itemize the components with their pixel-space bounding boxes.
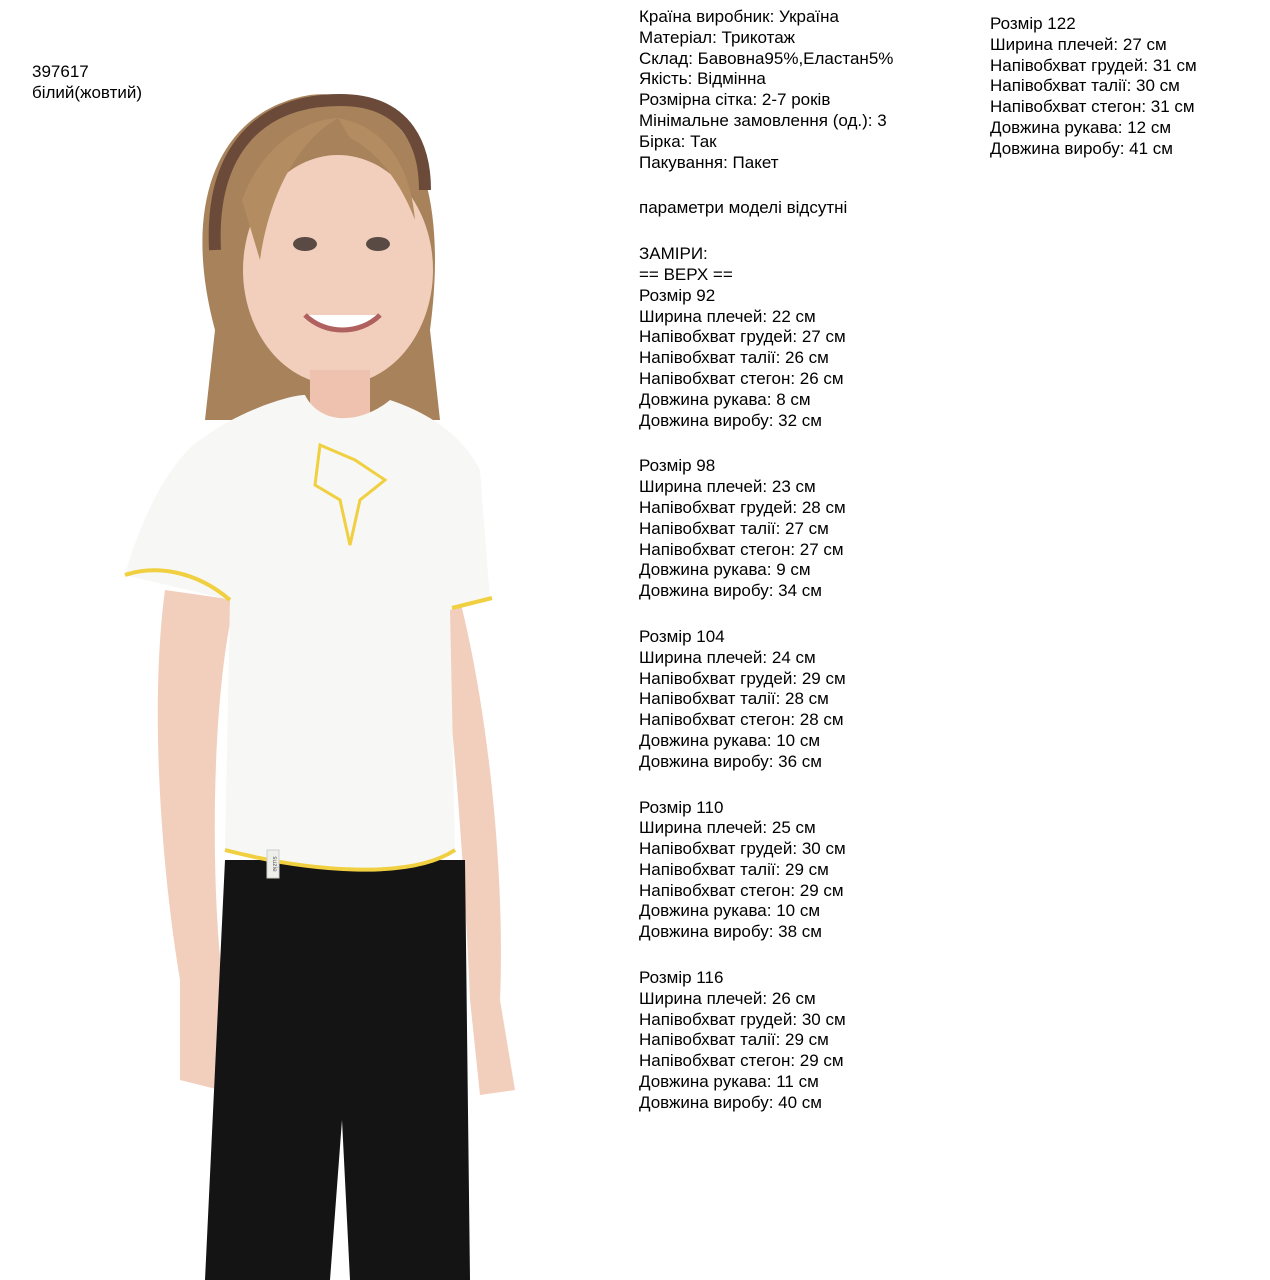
shirt-label-text: suzie xyxy=(271,856,278,872)
spec-tag: Бірка: Так xyxy=(639,131,717,151)
size-line: Напівобхват талії: 29 см xyxy=(639,859,829,879)
size-line: Довжина рукава: 10 см xyxy=(639,901,821,921)
specs-column xyxy=(639,7,893,1114)
size-line: Напівобхват грудей: 29 см xyxy=(639,668,846,688)
size-line: Напівобхват грудей: 31 см xyxy=(990,55,1197,75)
size-line: Напівобхват стегон: 29 см xyxy=(639,1051,844,1071)
size-block-116 xyxy=(639,968,893,1114)
size-line: Довжина виробу: 41 см xyxy=(990,138,1173,158)
size-line: Напівобхват стегон: 27 см xyxy=(639,539,844,559)
size-line: Довжина виробу: 36 см xyxy=(639,751,822,771)
size-title: Розмір 110 xyxy=(639,797,724,817)
size-title: Розмір 122 xyxy=(990,14,1076,33)
size-line: Довжина рукава: 11 см xyxy=(639,1072,819,1092)
size-title: Розмір 92 xyxy=(639,285,716,305)
size-line: Довжина виробу: 32 см xyxy=(639,410,822,430)
eye-left xyxy=(293,237,317,251)
size-line: Напівобхват стегон: 29 см xyxy=(639,880,844,900)
size-line: Довжина рукава: 8 см xyxy=(639,389,811,409)
size-block-110 xyxy=(639,798,893,944)
size-line: Напівобхват грудей: 28 см xyxy=(639,497,846,517)
size-line: Напівобхват талії: 26 см xyxy=(639,348,829,368)
size-title: Розмір 116 xyxy=(639,968,724,988)
specs-column-2 xyxy=(990,14,1197,160)
size-line: Ширина плечей: 26 см xyxy=(639,988,816,1008)
size-line: Ширина плечей: 27 см xyxy=(990,34,1167,54)
product-color: білий(жовтий) xyxy=(32,82,143,102)
size-line: Довжина виробу: 34 см xyxy=(639,581,822,601)
size-block-98 xyxy=(639,456,893,602)
size-line: Напівобхват талії: 27 см xyxy=(639,518,829,538)
spec-country: Країна виробник: Україна xyxy=(639,7,839,26)
size-line: Напівобхват грудей: 27 см xyxy=(639,327,846,347)
size-line: Ширина плечей: 23 см xyxy=(639,477,816,497)
spec-min-order: Мінімальне замовлення (од.): 3 xyxy=(639,110,887,130)
spec-composition: Склад: Бавовна95%,Еластан5% xyxy=(639,48,894,68)
spec-packaging: Пакування: Пакет xyxy=(639,152,779,172)
product-photo xyxy=(110,0,590,1280)
size-line: Довжина рукава: 9 см xyxy=(639,560,811,580)
spec-size-range: Розмірна сітка: 2-7 років xyxy=(639,90,831,110)
size-block-92 xyxy=(639,286,893,432)
model-note: параметри моделі відсутні xyxy=(639,198,848,218)
spec-list xyxy=(639,7,893,173)
measurements-title: ЗАМІРИ: xyxy=(639,244,708,264)
product-code: 397617 xyxy=(32,62,89,81)
section-title-top: == ВЕРХ == xyxy=(639,264,733,284)
spec-material: Матеріал: Трикотаж xyxy=(639,27,796,47)
size-line: Напівобхват грудей: 30 см xyxy=(639,839,846,859)
size-line: Ширина плечей: 25 см xyxy=(639,818,816,838)
eye-right xyxy=(366,237,390,251)
leggings xyxy=(205,860,470,1280)
size-block-122 xyxy=(990,14,1197,160)
size-line: Довжина виробу: 38 см xyxy=(639,922,822,942)
size-line: Напівобхват стегон: 26 см xyxy=(639,368,844,388)
size-title: Розмір 104 xyxy=(639,626,725,646)
size-line: Напівобхват талії: 30 см xyxy=(990,76,1180,96)
size-line: Довжина рукава: 10 см xyxy=(639,730,821,750)
size-block-104 xyxy=(639,627,893,773)
size-line: Напівобхват талії: 28 см xyxy=(639,689,829,709)
size-line: Напівобхват стегон: 31 см xyxy=(990,97,1195,117)
spec-quality: Якість: Відмінна xyxy=(639,69,766,89)
size-line: Напівобхват талії: 29 см xyxy=(639,1030,829,1050)
size-title: Розмір 98 xyxy=(639,456,716,476)
size-line: Ширина плечей: 24 см xyxy=(639,647,816,667)
size-line: Напівобхват стегон: 28 см xyxy=(639,710,844,730)
size-line: Довжина рукава: 12 см xyxy=(990,117,1172,137)
size-line: Ширина плечей: 22 см xyxy=(639,306,816,326)
size-line: Напівобхват грудей: 30 см xyxy=(639,1009,846,1029)
size-line: Довжина виробу: 40 см xyxy=(639,1092,822,1112)
